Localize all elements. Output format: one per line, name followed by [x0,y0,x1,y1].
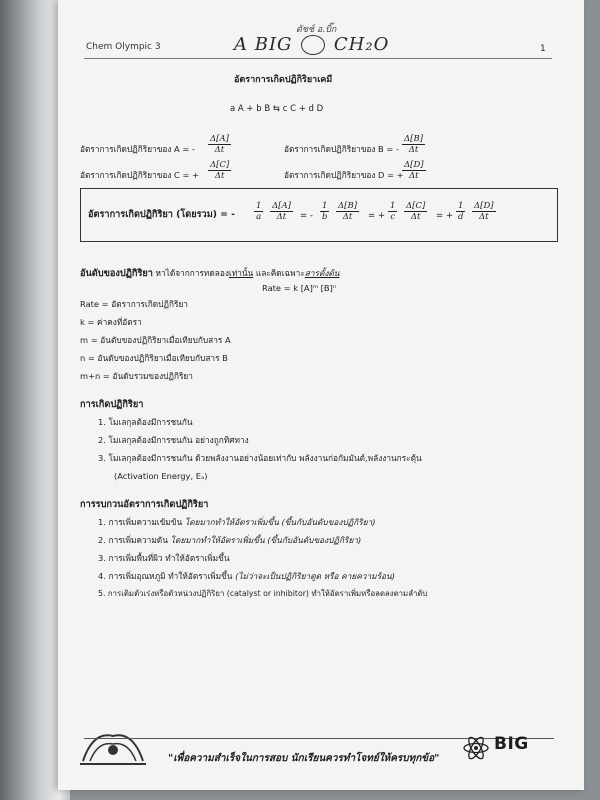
operator-3: = + [436,211,453,221]
rate-c-label: อัตราการเกิดปฏิกิริยาของ C = + [80,170,200,180]
rate-d-label: อัตราการเกิดปฏิกิริยาของ D = + [284,170,404,180]
disturb-item: 3. การเพิ่มพื้นที่ผิว ทำให้อัตราเพิ่มขึ้น [98,553,230,563]
term-c: $\frac{\Delta[C]}{\Delta t}$ [406,201,426,222]
logo-caption: ดัชช์ อ.บิ๊ก [296,25,337,35]
overall-rate-label: อัตราการเกิดปฏิกิริยา (โดยรวม) = - [88,209,235,220]
coef-b: $\frac{1}{b}$ [322,201,328,222]
course-name: Chem Olympic 3 [86,42,161,52]
disturb-item: 4. การเพิ่มอุณหภูมิ ทำให้อัตราเพิ่มขึ้น (ไม่ว่าจะเป็นปฏิกิริยาดูด หรือ คายความร้อน) [98,571,395,581]
rate-d-fraction: $\frac{\Delta[D]}{\Delta t}$ [404,160,424,181]
rate-law: Rate = k [A]ᵐ [B]ⁿ [262,283,337,293]
occurrence-item-continuation: (Activation Energy, Eₐ) [114,471,208,481]
term-b: $\frac{\Delta[B]}{\Delta t}$ [338,201,358,222]
rate-b-fraction: $\frac{\Delta[B]}{\Delta t}$ [404,134,424,155]
term-a: $\frac{\Delta[A]}{\Delta t}$ [272,201,291,222]
page-title: อัตราการเกิดปฏิกิริยาเคมี [234,75,333,85]
decorative-ornament-icon [78,726,148,766]
definition-item: n = อันดับของปฏิกิริยาเมื่อเทียบกับสาร B [80,353,228,363]
coef-a: $\frac{1}{a}$ [256,201,262,222]
atom-icon [462,736,490,760]
reaction-equation: a A + b B ⇆ c C + d D [230,104,324,114]
rate-b-label: อัตราการเกิดปฏิกิริยาของ B = - [284,144,399,154]
occurrence-item: 2. โมเลกุลต้องมีการชนกัน อย่างถูกทิศทาง [98,435,249,445]
occurrence-heading: การเกิดปฏิกิริยา [80,399,144,410]
cartoon-face-icon [301,35,325,55]
disturb-item: 5. การเติมตัวเร่งหรือตัวหน่วงปฏิกิริยา (catalyst or inhibitor) ทำให้อัตราเพิ่มหรือลดลงตามลำดับ [98,589,428,598]
header-divider [84,58,552,59]
order-heading: อันดับของปฏิกิริยา [80,268,153,279]
definition-item: k = ค่าคงที่อัตรา [80,317,142,327]
coef-d: $\frac{1}{d}$ [458,201,464,222]
rate-a-fraction: $\frac{\Delta[A]}{\Delta t}$ [210,134,229,155]
occurrence-item: 3. โมเลกุลต้องมีการชนกัน ด้วยพลังงานอย่างน้อยเท่ากับ พลังงานก่อกัมมันต์,พลังงานกระตุ้น [98,453,422,463]
definition-item: m+n = อันดับรวมของปฏิกิริยา [80,371,193,381]
logo-right-text: CH₂O [333,34,390,55]
rate-c-fraction: $\frac{\Delta[C]}{\Delta t}$ [210,160,230,181]
rate-a-label: อัตราการเกิดปฏิกิริยาของ A = - [80,144,195,154]
term-d: $\frac{\Delta[D]}{\Delta t}$ [474,201,494,222]
brand-logo: BIG [494,734,529,754]
occurrence-item: 1. โมเลกุลต้องมีการชนกัน [98,417,193,427]
page-header [58,0,584,70]
page-number: 1 [540,44,546,54]
order-intro: อันดับของปฏิกิริยา หาได้จากการทดลองเท่านั้น และคิดเฉพาะสารตั้งต้น [80,268,340,279]
footer-slogan: "เพื่อความสำเร็จในการสอบ นักเรียนควรทำโจทย์ให้ครบทุกข้อ" [168,753,440,764]
coef-c: $\frac{1}{c}$ [390,201,396,222]
logo-left-text: A BIG [234,34,293,55]
definition-item: m = อันดับของปฏิกิริยาเมื่อเทียบกับสาร A [80,335,231,345]
operator-1: = - [300,211,313,221]
disturb-item: 1. การเพิ่มความเข้มข้น โดยมากทำให้อัตราเพิ่มขึ้น (ขึ้นกับอันดับของปฏิกิริยา) [98,517,376,527]
disturb-heading: การรบกวนอัตราการเกิดปฏิกิริยา [80,499,209,510]
definition-item: Rate = อัตราการเกิดปฏิกิริยา [80,299,188,309]
operator-2: = + [368,211,385,221]
disturb-item: 2. การเพิ่มความดัน โดยมากทำให้อัตราเพิ่มขึ้น (ขึ้นกับอันดับของปฏิกิริยา) [98,535,362,545]
document-page [58,0,584,790]
logo [234,34,389,55]
